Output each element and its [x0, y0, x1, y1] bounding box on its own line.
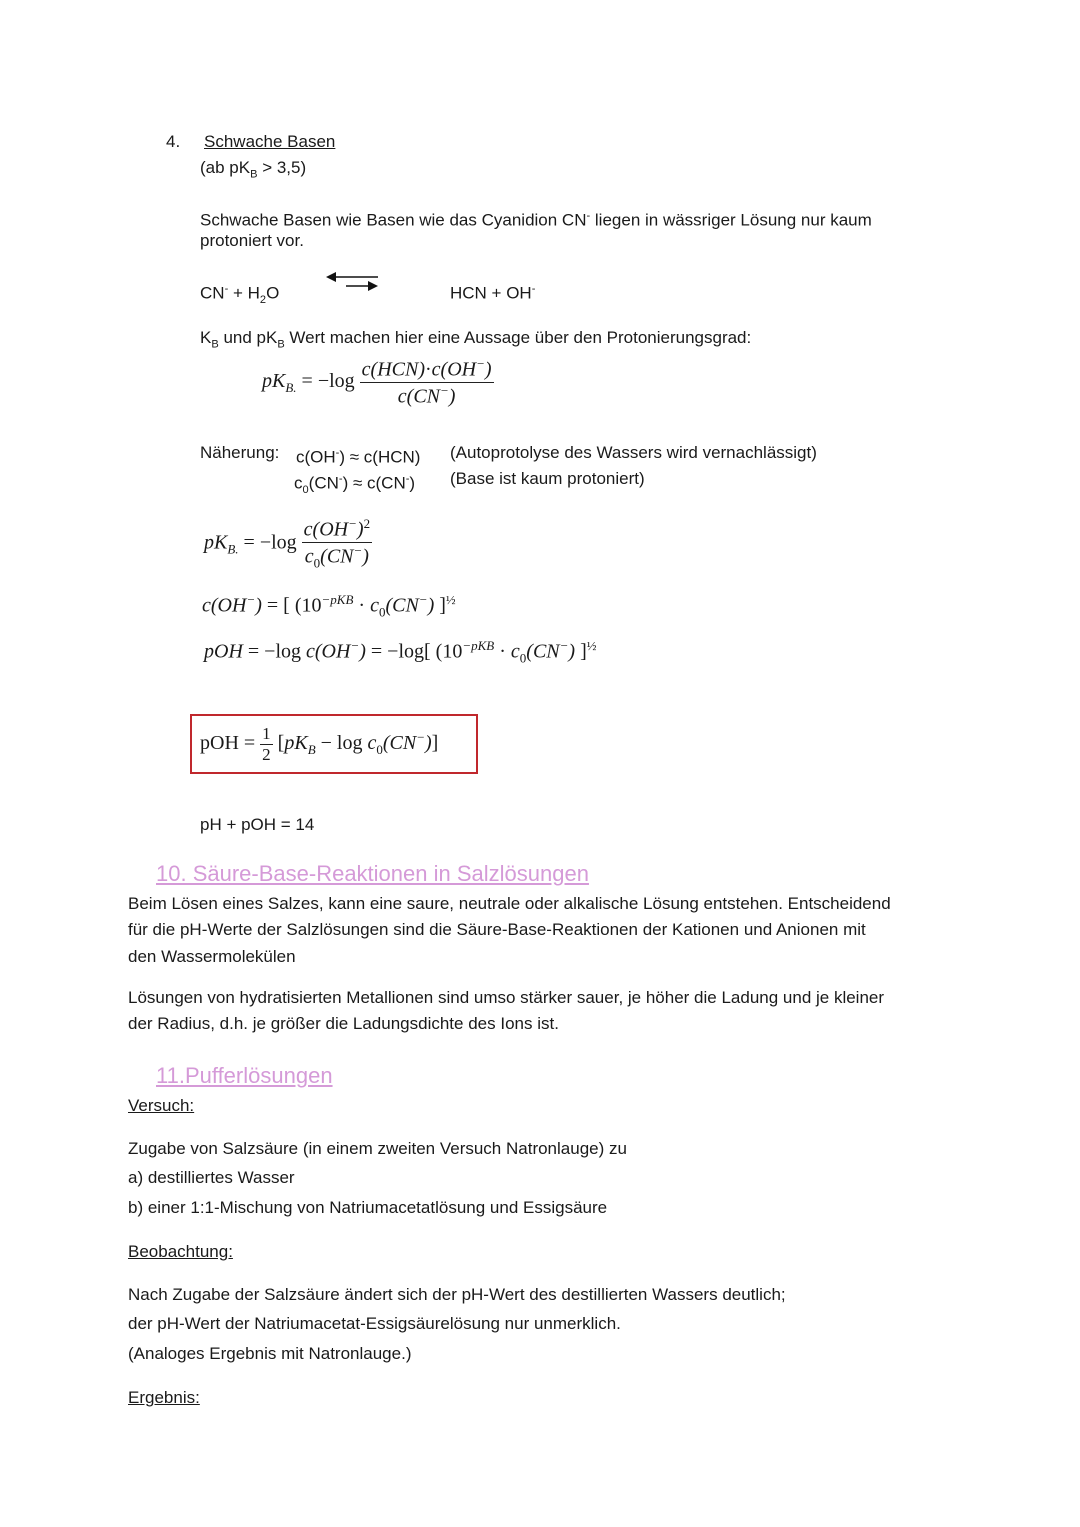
versuch-line-3: b) einer 1:1-Mischung von Natriumacetatlösung und Essigsäure [128, 1198, 608, 1217]
formula-poh-log: pOH = −log c(OH−) = −log[ ($10^{-pKB} \cdot c_0(CN^-)$ ]$^{\frac{1}{2}}$ [204, 638, 597, 666]
formula-pkb-full: $pK_{B.} = -\log$ $\frac{c(HCN)\cdot c(OH^-)}{c(CN^-)}$ [262, 356, 492, 408]
beobachtung-line-2: der pH-Wert der Natriumacetat-Essigsäurelösung nur unmerklich. [128, 1314, 621, 1333]
intro-line-1: Schwache Basen wie Basen wie das Cyanidion CN- liegen in wässriger Lösung nur kaum [200, 210, 872, 230]
formula-coh: c(OH−) = [ ($10^{-pKB} \cdot c_0(CN^-)$ ]$^{\frac{1}{2}}$ [202, 592, 456, 620]
section-10-para-2-line-1: Lösungen von hydratisierten Metallionen sind umso stärker sauer, je höher die Ladung und je kleiner [128, 988, 885, 1007]
kb-statement: $K_B$ und $pK_B$ Wert machen hier eine Aussage über den Protonierungsgrad: [200, 328, 752, 351]
beobachtung-label: Beobachtung: [128, 1242, 233, 1261]
section-10-para-1-line-1: Beim Lösen eines Salzes, kann eine saure, neutrale oder alkalische Lösung entstehen. Entscheidend [128, 894, 891, 913]
section-10-heading: 10. Säure-Base-Reaktionen in Salzlösungen [156, 861, 589, 886]
ph-poh-sum: pH + pOH = 14 [200, 815, 315, 834]
approx-2-note: (Base ist kaum protoniert) [450, 469, 645, 488]
equilibrium-arrow-icon [324, 270, 380, 294]
versuch-line-1: Zugabe von Salzsäure (in einem zweiten Versuch Natronlauge) zu [128, 1139, 627, 1158]
approx-1: c(OH-) ≈ c(HCN) [296, 447, 421, 467]
formula-poh-result: pOH = $\frac{1}{2}$ $[pK_B - \log c_0(CN^-)]$ [200, 724, 439, 764]
versuch-line-2: a) destilliertes Wasser [128, 1168, 295, 1187]
section-10-para-1-line-2: für die pH-Werte der Salzlösungen sind die Säure-Base-Reaktionen der Kationen und Anionen mit [128, 920, 866, 939]
section-title: Schwache Basen [204, 132, 336, 151]
beobachtung-line-3: (Analoges Ergebnis mit Natronlauge.) [128, 1344, 412, 1363]
ergebnis-label: Ergebnis: [128, 1388, 200, 1407]
approx-label: Näherung: [200, 443, 280, 462]
beobachtung-line-1: Nach Zugabe der Salzsäure ändert sich der pH-Wert des destillierten Wassers deutlich; [128, 1285, 786, 1304]
section-10-para-1-line-3: den Wassermolekülen [128, 947, 296, 966]
reaction-left: $CN^- + H_2O$ [200, 283, 280, 307]
section-11-heading: 11.Pufferlösungen [156, 1063, 333, 1088]
reaction-right: HCN + OH- [450, 283, 536, 303]
versuch-label: Versuch: [128, 1096, 195, 1115]
section-number: 4. [166, 132, 181, 151]
formula-pkb-approx: $pK_{B.} = -\log$ $\frac{c(OH^-)^2}{c_0(CN^-)}$ [204, 516, 371, 571]
intro-line-2: protoniert vor. [200, 231, 304, 250]
approx-2: $c_0(CN^-) \approx c(CN^-)$ [294, 473, 416, 497]
approx-1-note: (Autoprotolyse des Wassers wird vernachlässigt) [450, 443, 817, 462]
section-condition: (ab $pK_B > 3,5$) [200, 158, 307, 181]
section-10-para-2-line-2: der Radius, d.h. je größer die Ladungsdichte des Ions ist. [128, 1014, 559, 1033]
